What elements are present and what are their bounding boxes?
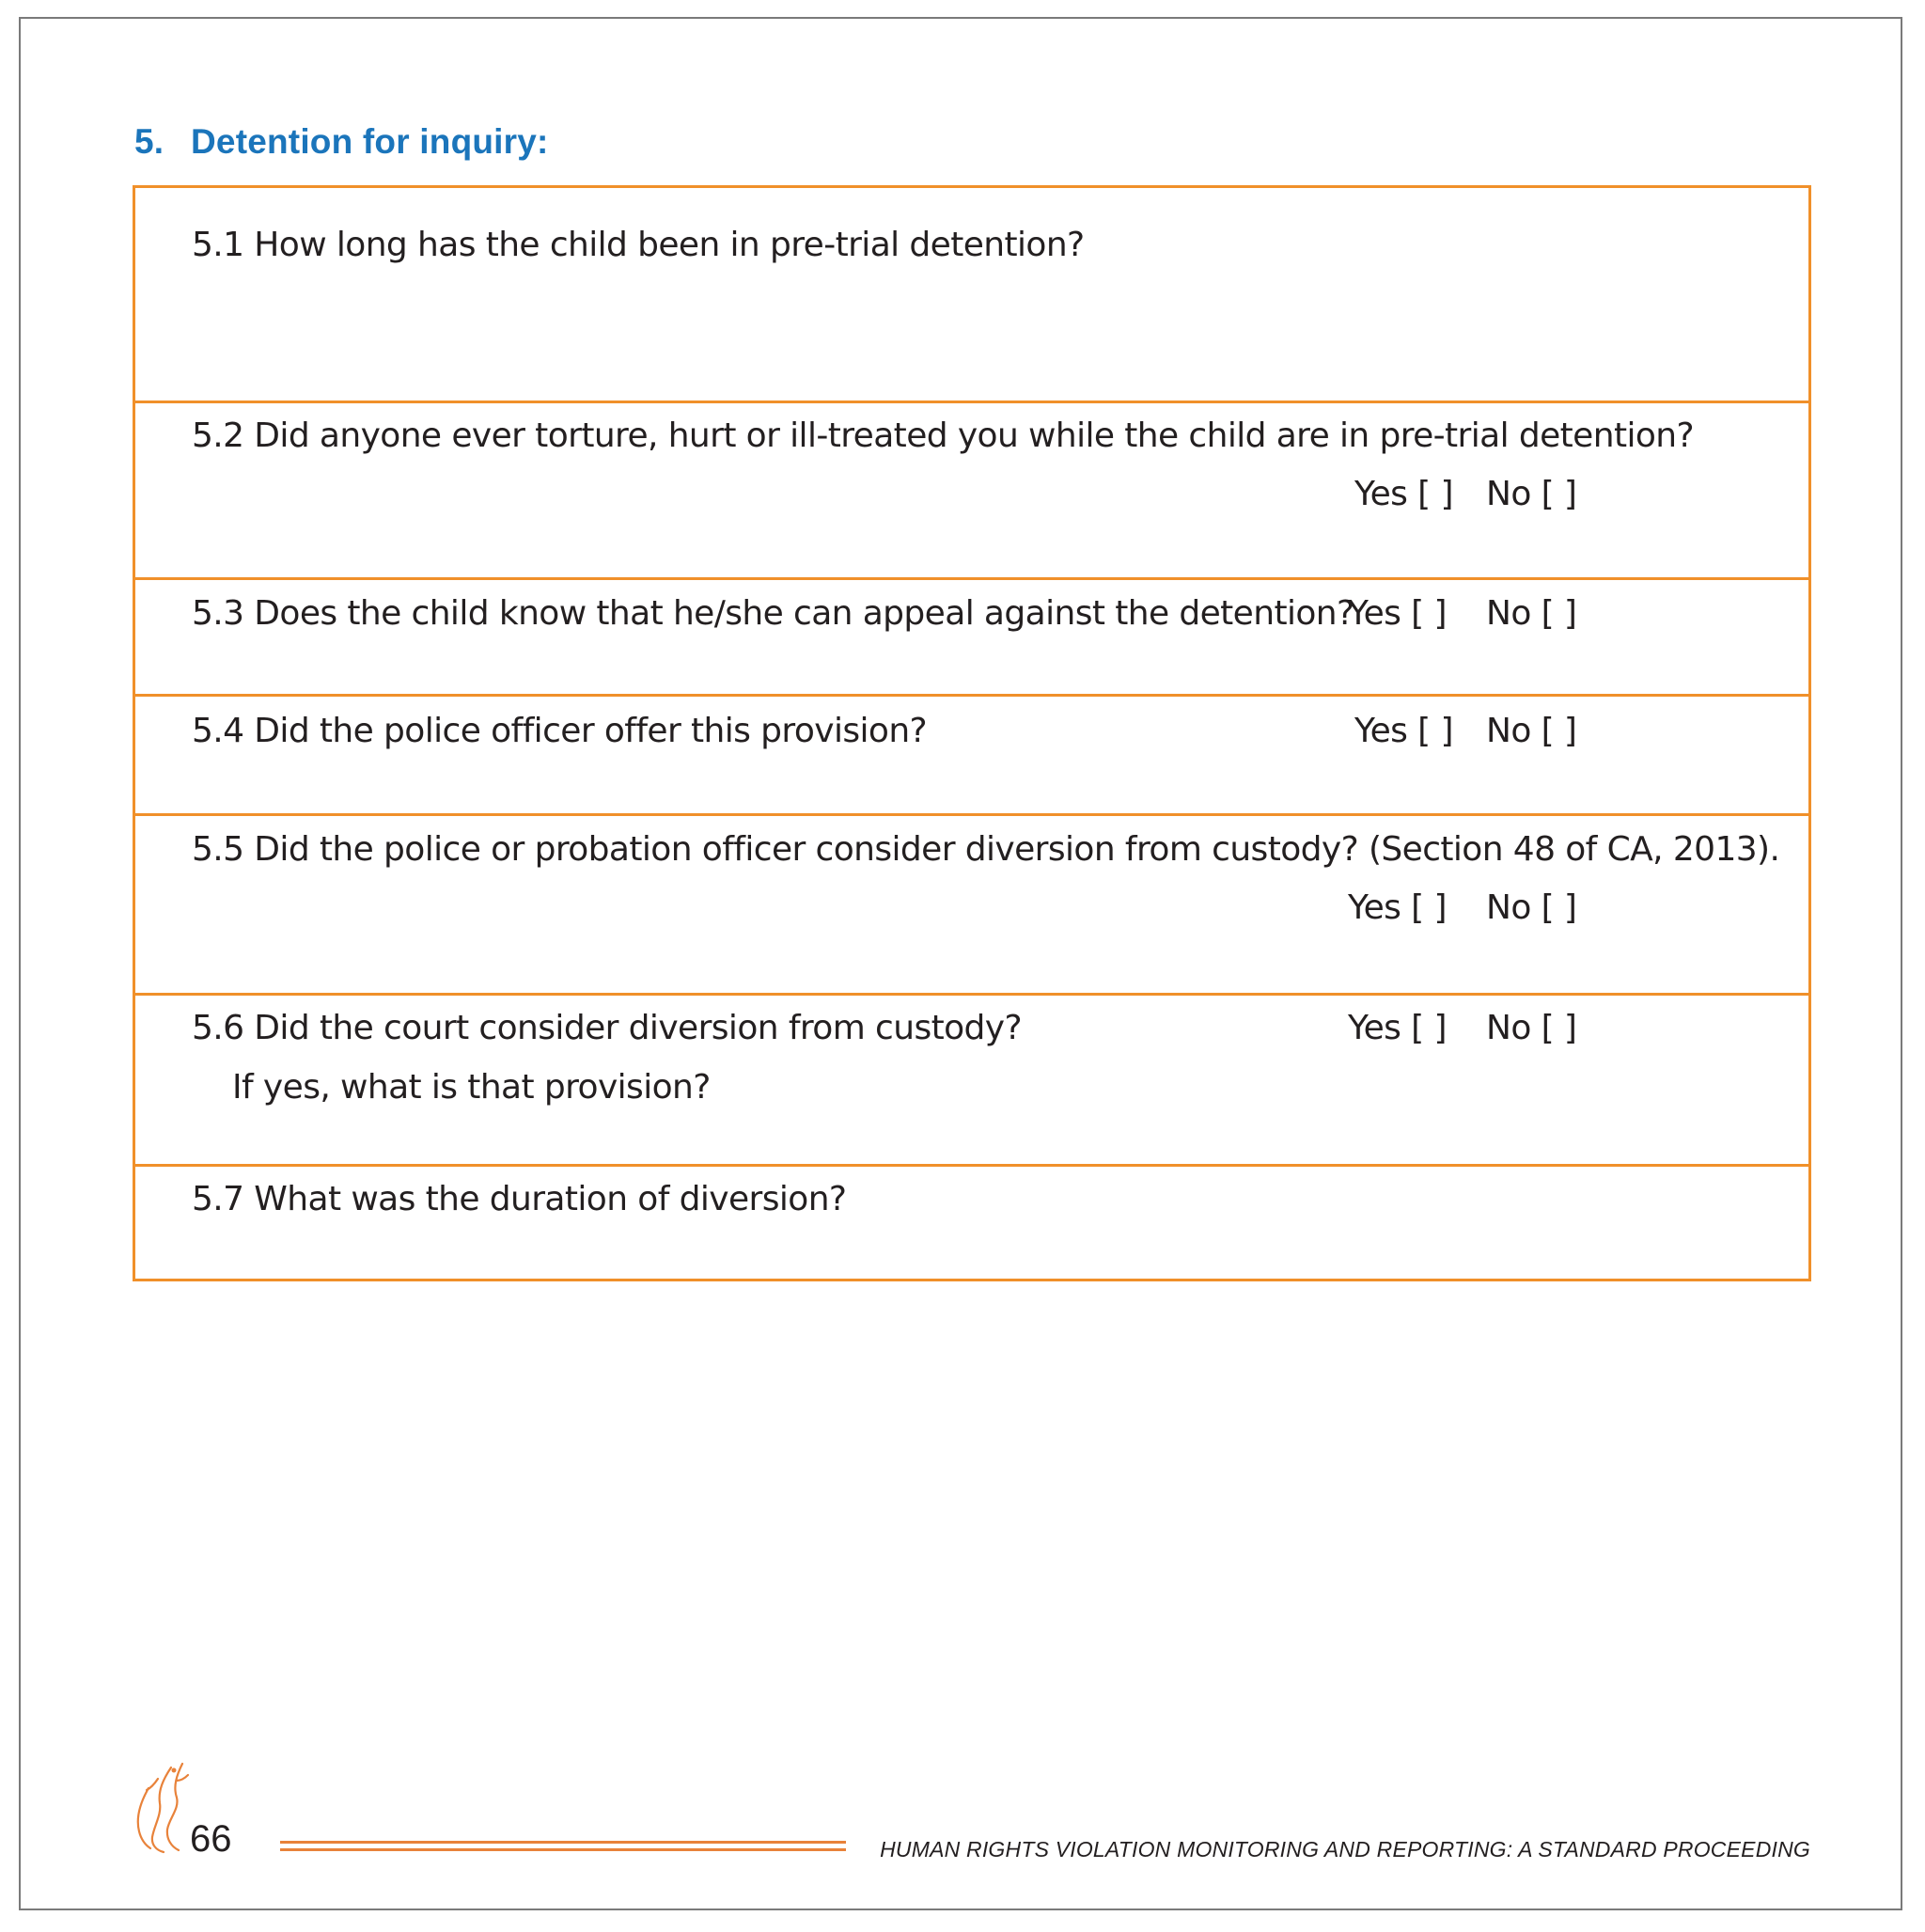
yes-checkbox[interactable]: Yes [ ] [1354,712,1453,750]
question-row-5-7 [135,1164,1808,1279]
question-row-5-6 [135,993,1808,1164]
no-checkbox[interactable]: No [ ] [1486,1009,1577,1047]
figure-logo-icon [130,1760,197,1854]
question-row-5-2 [135,401,1808,577]
yes-checkbox[interactable]: Yes [ ] [1348,888,1447,927]
section-title [134,122,549,162]
running-title: HUMAN RIGHTS VIOLATION MONITORING AND REPORTING: A STANDARD PROCEEDING [880,1837,1810,1861]
question-text: 5.7 What was the duration of diversion? [192,1180,847,1218]
followup-text: If yes, what is that provision? [232,1068,711,1107]
no-checkbox[interactable]: No [ ] [1486,594,1577,633]
no-checkbox[interactable]: No [ ] [1486,475,1577,513]
question-row-5-5 [135,813,1808,993]
questionnaire-table [133,185,1811,1281]
question-row-5-4 [135,694,1808,813]
yes-checkbox[interactable]: Yes [ ] [1354,475,1453,513]
question-text: 5.6 Did the court consider diversion from custody? [192,1009,1023,1047]
question-row-5-3 [135,577,1808,694]
section-number: 5. [134,122,164,161]
yes-checkbox[interactable]: Yes [ ] [1348,594,1447,633]
question-text: 5.3 Does the child know that he/she can appeal against the detention? [192,594,1354,633]
page-number: 66 [190,1818,232,1860]
no-checkbox[interactable]: No [ ] [1486,712,1577,750]
footer-divider [280,1841,846,1854]
no-checkbox[interactable]: No [ ] [1486,888,1577,927]
question-text: 5.1 How long has the child been in pre-trial detention? [192,226,1085,264]
question-text: 5.4 Did the police officer offer this provision? [192,712,928,750]
question-text: 5.2 Did anyone ever torture, hurt or ill-treated you while the child are in pre-trial detention? [192,416,1695,455]
yes-checkbox[interactable]: Yes [ ] [1348,1009,1447,1047]
question-row-5-1 [135,188,1808,401]
section-title-text: Detention for inquiry: [191,122,549,161]
question-text: 5.5 Did the police or probation officer consider diversion from custody? (Section 48 of CA, 2013). [192,830,1780,869]
